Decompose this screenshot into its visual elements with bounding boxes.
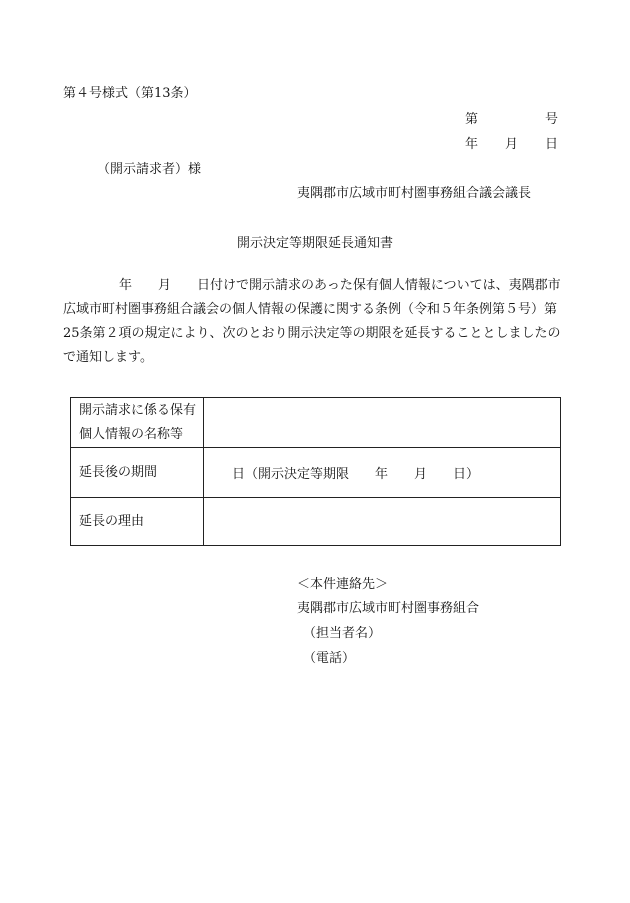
number-suffix: 号 — [544, 112, 558, 127]
date-month: 月 — [504, 137, 518, 152]
sender: 夷隅郡市広域市町村圏事務組合議会議長 — [297, 186, 532, 201]
row-label-requested-info — [71, 398, 204, 448]
row1-label-line-1: 開示請求に係る保有 — [79, 402, 197, 418]
row-value-reason[interactable] — [204, 498, 561, 546]
body-text — [63, 274, 565, 370]
period-close: 日） — [453, 467, 480, 482]
date-year: 年 — [465, 137, 479, 152]
number-prefix: 第 — [465, 112, 479, 127]
page-title: 開示決定等期限延長通知書 — [236, 236, 393, 251]
period-day: 日（開示決定等期限 — [232, 467, 350, 482]
date-day: 日 — [544, 137, 558, 152]
row-value-extended-period[interactable] — [204, 448, 561, 498]
document-number-line — [465, 108, 558, 127]
contact-person: （担当者名） — [303, 626, 382, 641]
body-line-1 — [63, 274, 565, 298]
row-label-reason: 延長の理由 — [71, 498, 204, 546]
body-line-3: 25条第２項の規定により、次のとおり開示決定等の期限を延長することとしましたの — [63, 326, 561, 341]
recipient: （開示請求者）様 — [97, 162, 202, 177]
details-table — [70, 397, 561, 546]
body-line-2: 広域市町村圏事務組合議会の個人情報の保護に関する条例（令和５年条例第５号）第 — [63, 302, 558, 317]
form-number: 第４号様式（第13条） — [63, 86, 197, 101]
period-month: 月 — [414, 467, 428, 482]
table-row — [71, 448, 561, 498]
table-row — [71, 498, 561, 546]
body-line-4: で通知します。 — [63, 350, 153, 365]
contact-organization: 夷隅郡市広域市町村圏事務組合 — [297, 601, 480, 616]
contact-phone: （電話） — [303, 651, 356, 666]
table-row — [71, 398, 561, 448]
date-line — [465, 133, 558, 152]
row1-label-line-2: 個人情報の名称等 — [79, 426, 184, 442]
body-year: 年 — [119, 278, 133, 293]
row-value-requested-info[interactable] — [204, 398, 561, 448]
contact-heading: ＜本件連絡先＞ — [297, 577, 389, 592]
row-label-extended-period: 延長後の期間 — [71, 448, 204, 498]
body-line-1-rest: 日付けで開示請求のあった保有個人情報については、夷隅郡市 — [197, 278, 561, 293]
body-month: 月 — [158, 278, 172, 293]
period-year: 年 — [375, 467, 389, 482]
